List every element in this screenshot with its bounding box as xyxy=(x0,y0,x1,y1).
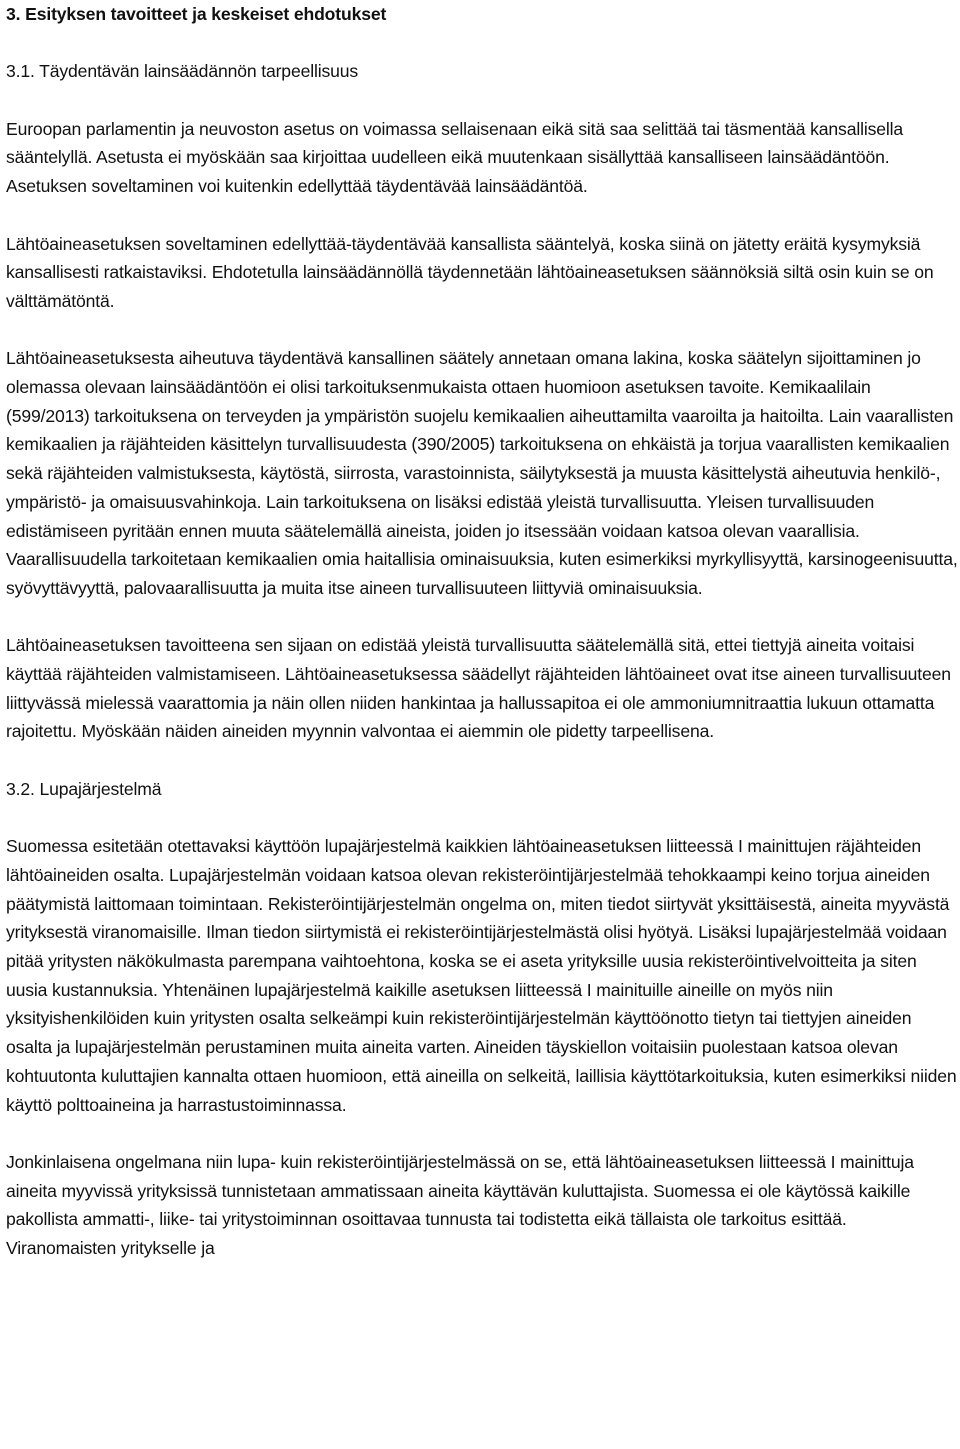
spacer xyxy=(6,201,958,230)
spacer xyxy=(6,316,958,345)
spacer xyxy=(6,746,958,775)
paragraph-3: Lähtöaineasetuksesta aiheutuva täydentävä kansallinen säätely annetaan omana lakina, koska säätelyn sijoittaminen jo olemassa olevaan lainsäädäntöön ei olisi tarkoituksenmukaista ottaen huomioon asetuksen tavoite. Kemikaalilain (599/2013) tarkoituksena on terveyden ja ympäristön suojelu kemikaalien aiheuttamilta vaaroilta ja haitoilta. Lain vaarallisten kemikaalien ja räjähteiden käsittelyn turvallisuudesta (390/2005) tarkoituksena on ehkäistä ja torjua vaarallisten kemikaalien sekä räjähteiden valmistuksesta, käytöstä, siirrosta, varastoinnista, säilytyksestä ja muusta käsittelystä aiheutuvia henkilö-, ympäristö- ja omaisuusvahinkoja. Lain tarkoituksena on lisäksi edistää yleistä turvallisuutta. Yleisen turvallisuuden edistämiseen pyritään ennen muuta säätelemällä aineista, joiden jo itsessään voidaan katsoa olevan vaarallisia. Vaarallisuudella tarkoitetaan kemikaalien omia haitallisia ominaisuuksia, kuten esimerkiksi myrkyllisyyttä, karsinogeenisuutta, syövyttävyyttä, palovaarallisuutta ja muita itse aineen turvallisuuteen liittyviä ominaisuuksia. xyxy=(6,348,958,598)
spacer xyxy=(6,29,958,58)
subsection-heading-3-2: 3.2. Lupajärjestelmä xyxy=(6,778,162,799)
section-heading-3: 3. Esityksen tavoitteet ja keskeiset ehdotukset xyxy=(6,4,387,24)
paragraph-5: Suomessa esitetään otettavaksi käyttöön lupajärjestelmä kaikkien lähtöaineasetuksen liitteessä I mainittujen räjähteiden lähtöaineiden osalta. Lupajärjestelmän voidaan katsoa olevan rekisteröintijärjestelmää tehokkaampi keino torjua aineiden päätymistä laittomaan toimintaan. Rekisteröintijärjestelmän ongelma on, miten tiedot siirtyvät yksittäisestä, aineita myyvästä yrityksestä viranomaisille. Ilman tiedon siirtymistä ei rekisteröintijärjestelmästä olisi hyötyä. Lisäksi lupajärjestelmää voidaan pitää yritysten näkökulmasta parempana vaihtoehtona, koska se ei aseta yrityksille uusia rekisteröintivelvoitteita ja siten uusia kustannuksia. Yhtenäinen lupajärjestelmä kaikille asetuksen liitteessä I mainituille aineille on myös niin yksityishenkilöiden kuin yritysten osalta selkeämpi kuin rekisteröintijärjestelmän käyttöönotto tietyn tai tiettyjen aineiden osalta ja lupajärjestelmän perustaminen muita aineita varten. Aineiden täyskiellon voitaisiin puolestaan katsoa olevan kohtuutonta kuluttajien kannalta ottaen huomioon, että aineilla on selkeitä, laillisia käyttötarkoituksia, kuten esimerkiksi niiden käyttö polttoaineina ja harrastustoiminnassa. xyxy=(6,836,957,1115)
spacer xyxy=(6,86,958,115)
spacer xyxy=(6,804,958,833)
paragraph-2: Lähtöaineasetuksen soveltaminen edellyttää-täydentävää kansallista sääntelyä, koska siinä on jätetty eräitä kysymyksiä kansallisesti ratkaistaviksi. Ehdotetulla lainsäädännöllä täydennetään lähtöaineasetuksen säännöksiä siltä osin kuin se on välttämätöntä. xyxy=(6,233,934,311)
spacer xyxy=(6,603,958,632)
subsection-heading-3-1: 3.1. Täydentävän lainsäädännön tarpeellisuus xyxy=(6,61,359,82)
document-page xyxy=(6,0,958,1263)
paragraph-4: Lähtöaineasetuksen tavoitteena sen sijaan on edistää yleistä turvallisuutta säätelemällä sitä, ettei tiettyjä aineita voitaisi käyttää räjähteiden valmistamiseen. Lähtöaineasetuksessa säädellyt räjähteiden lähtöaineet ovat itse aineen turvallisuuteen liittyvässä mielessä vaarattomia ja näin ollen niiden hankintaa ja hallussapitoa ei ole ammoniumnitraattia lukuun ottamatta rajoitettu. Myöskään näiden aineiden myynnin valvontaa ei aiemmin ole pidetty tarpeellisena. xyxy=(6,635,951,742)
spacer xyxy=(6,1119,958,1148)
paragraph-1: Euroopan parlamentin ja neuvoston asetus on voimassa sellaisenaan eikä sitä saa selittää tai täsmentää kansallisella sääntelyllä. Asetusta ei myöskään saa kirjoittaa uudelleen eikä muutenkaan sisällyttää kansalliseen lainsäädäntöön. Asetuksen soveltaminen voi kuitenkin edellyttää täydentävää lainsäädäntöä. xyxy=(6,118,904,197)
paragraph-6: Jonkinlaisena ongelmana niin lupa- kuin rekisteröintijärjestelmässä on se, että lähtöaineasetuksen liitteessä I mainittuja aineita myyvissä yrityksissä tunnistetaan ammatissaan aineita käyttävän kuluttajista. Suomessa ei ole käytössä kaikille pakollista ammatti-, liike- tai yritystoiminnan osoittavaa tunnusta tai todistetta eikä tällaista ole tarkoitus esittää. Viranomaisten yritykselle ja xyxy=(6,1151,914,1259)
